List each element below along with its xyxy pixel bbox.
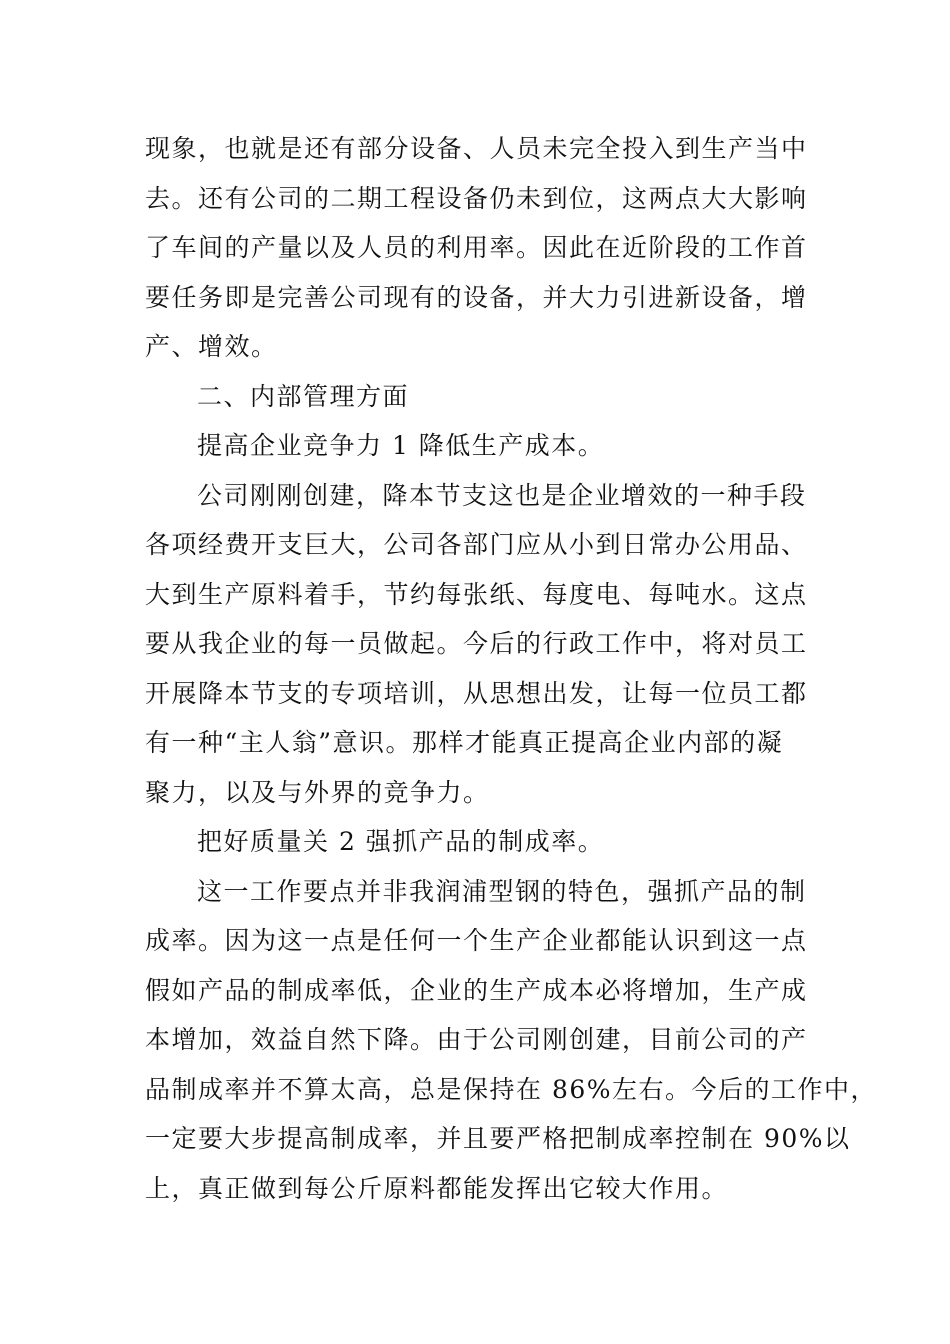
text-line: 现象，也就是还有部分设备、人员未完全投入到生产当中 [145, 134, 808, 163]
text-line: 去。还有公司的二期工程设备仍未到位，这两点大大影响 [145, 183, 808, 213]
section-heading: 二、内部管理方面 [197, 381, 410, 411]
text-line: 有一种“主人翁”意识。那样才能真正提高企业内部的凝 [145, 728, 784, 757]
text-line: 上，真正做到每公斤原料都能发挥出它较大作用。 [145, 1173, 729, 1203]
text-line: 了车间的产量以及人员的利用率。因此在近阶段的工作首 [145, 233, 808, 262]
text-line: 大到生产原料着手，节约每张纸、每度电、每吨水。这点 [145, 579, 808, 609]
subsection-heading: 把好质量关 2 强抓产品的制成率。 [197, 827, 605, 856]
text-line: 成率。因为这一点是任何一个生产企业都能认识到这一点 [145, 926, 808, 955]
text-line: 一定要大步提高制成率，并且要严格把制成率控制在 90%以 [145, 1124, 851, 1153]
text-line: 要任务即是完善公司现有的设备，并大力引进新设备，增 [145, 282, 808, 312]
text-line: 开展降本节支的专项培训，从思想出发，让每一位员工都 [145, 678, 808, 708]
text-line: 品制成率并不算太高，总是保持在 86%左右。今后的工作中， [145, 1074, 878, 1104]
subsection-heading: 提高企业竞争力 1 降低生产成本。 [197, 431, 605, 460]
text-line: 各项经费开支巨大，公司各部门应从小到日常办公用品、 [145, 530, 808, 559]
text-line: 本增加，效益自然下降。由于公司刚创建，目前公司的产 [145, 1025, 808, 1054]
text-line: 聚力，以及与外界的竞争力。 [145, 777, 490, 807]
document-body [145, 124, 878, 1213]
text-line: 要从我企业的每一员做起。今后的行政工作中，将对员工 [145, 629, 808, 658]
text-line: 产、增效。 [145, 332, 278, 361]
text-line: 公司刚刚创建，降本节支这也是企业增效的一种手段 [197, 480, 807, 510]
text-line: 假如产品的制成率低，企业的生产成本必将增加，生产成 [145, 975, 808, 1005]
text-line: 这一工作要点并非我润浦型钢的特色，强抓产品的制 [197, 876, 807, 906]
